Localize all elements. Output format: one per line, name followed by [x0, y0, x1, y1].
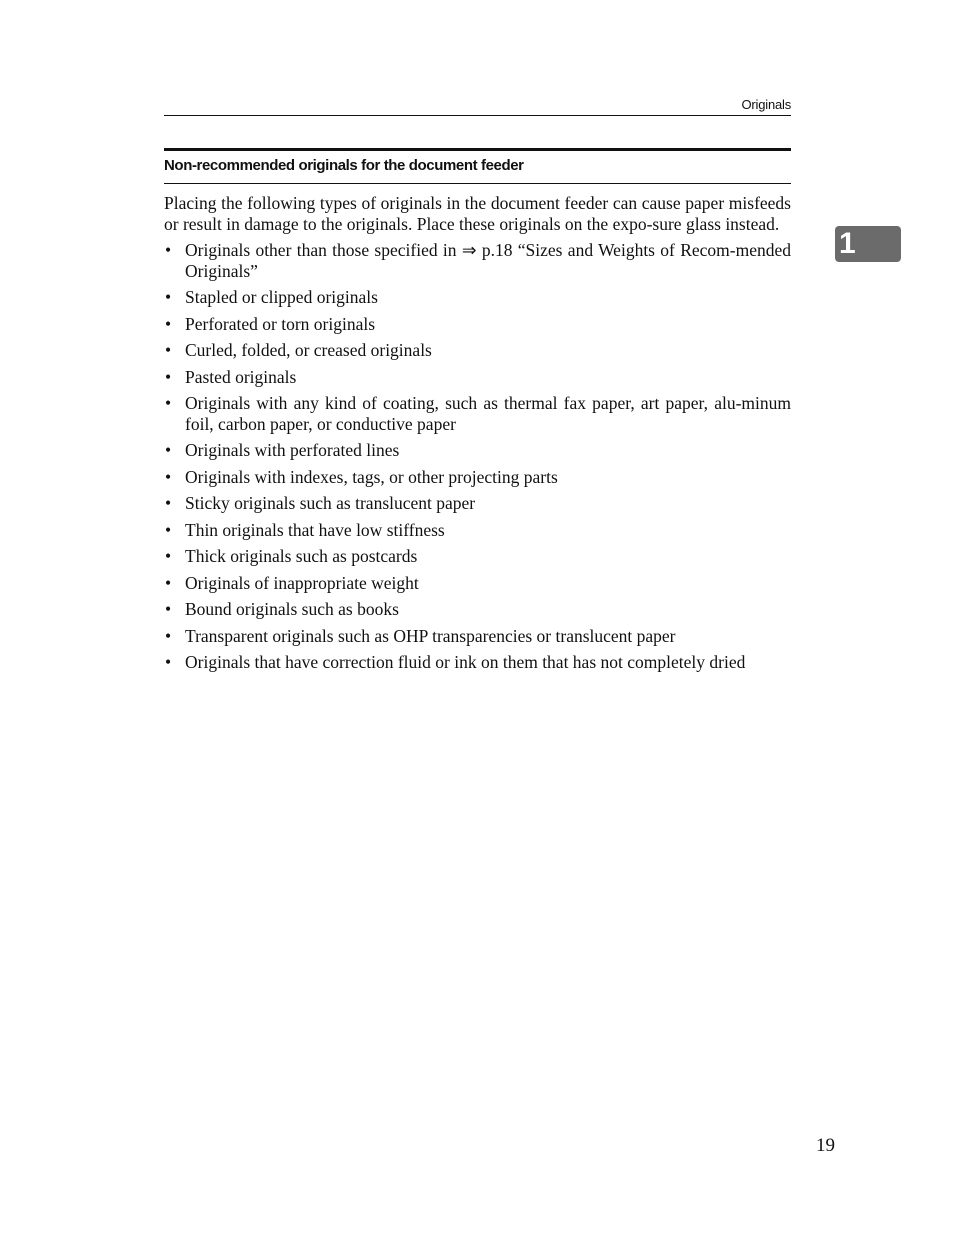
bullet-icon: • [165, 546, 172, 566]
intro-paragraph: Placing the following types of originals in the document feeder can cause paper misfeeds or result in damage to the originals. Place these originals on the expo-sure glass instead. [164, 193, 791, 234]
bullet-icon: • [165, 440, 172, 460]
list-item-text: Originals other than those specified in ⇒ p.18 “Sizes and Weights of Recom-mended Originals” [185, 240, 791, 281]
list-item [164, 493, 791, 514]
list-item [164, 652, 791, 673]
list-item-text: Originals with perforated lines [185, 440, 400, 460]
running-header: Originals [741, 97, 791, 112]
list-item-text: Sticky originals such as translucent paper [185, 493, 476, 513]
list-item-text: Thin originals that have low stiffness [185, 519, 445, 540]
section-heading: Non-recommended originals for the document feeder [164, 157, 524, 174]
list-item-text: Thick originals such as postcards [185, 546, 418, 566]
list-item [164, 573, 791, 594]
chapter-number: 1 [839, 227, 856, 260]
list-item-text: Originals with any kind of coating, such as thermal fax paper, art paper, alu-minum foil, carbon paper, or conductive paper [185, 393, 791, 434]
list-item [164, 314, 791, 335]
header-rule [164, 115, 791, 116]
bullet-icon: • [165, 240, 172, 260]
list-item [164, 240, 791, 281]
list-item-text: Bound originals such as books [185, 599, 399, 619]
section-top-rule [164, 148, 791, 151]
list-item [164, 599, 791, 620]
bullet-icon: • [165, 493, 172, 513]
list-item-text: Perforated or torn originals [185, 313, 376, 334]
section-body [164, 193, 791, 679]
bullet-list [164, 240, 791, 673]
list-item-text: Transparent originals such as OHP transparencies or translucent paper [185, 625, 676, 646]
list-item [164, 520, 791, 541]
bullet-icon: • [165, 519, 172, 540]
list-item [164, 440, 791, 461]
list-item-text: Pasted originals [185, 366, 297, 387]
bullet-icon: • [165, 313, 172, 334]
bullet-icon: • [165, 652, 172, 672]
bullet-icon: • [165, 393, 172, 413]
bullet-icon: • [165, 366, 172, 387]
list-item [164, 367, 791, 388]
list-item-text: Curled, folded, or creased originals [185, 340, 432, 360]
bullet-icon: • [165, 466, 172, 487]
bullet-icon: • [165, 287, 172, 307]
list-item [164, 546, 791, 567]
bullet-icon: • [165, 340, 172, 360]
list-item-text: Originals that have correction fluid or ink on them that has not completely dried [185, 652, 746, 672]
list-item-text: Stapled or clipped originals [185, 287, 378, 307]
chapter-tab [835, 226, 901, 262]
section-bottom-rule [164, 183, 791, 184]
list-item-text: Originals of inappropriate weight [185, 572, 419, 593]
bullet-icon: • [165, 625, 172, 646]
bullet-icon: • [165, 572, 172, 593]
list-item [164, 340, 791, 361]
list-item [164, 626, 791, 647]
page-number: 19 [816, 1135, 835, 1156]
list-item-text: Originals with indexes, tags, or other projecting parts [185, 466, 558, 487]
list-item [164, 393, 791, 434]
list-item [164, 467, 791, 488]
list-item [164, 287, 791, 308]
bullet-icon: • [165, 599, 172, 619]
